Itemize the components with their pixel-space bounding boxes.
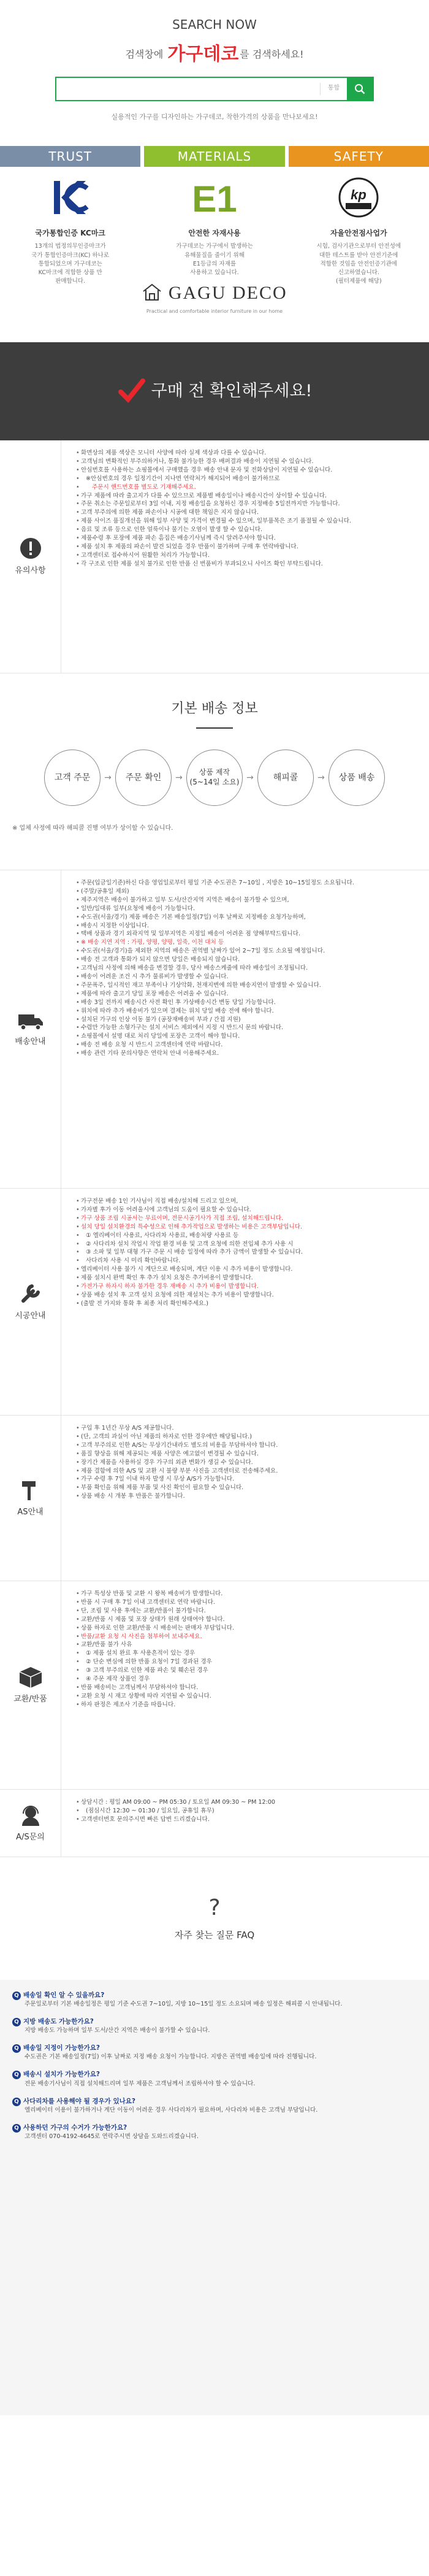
- as-section: [0, 1416, 429, 1581]
- svg-text:E1: E1: [192, 178, 237, 219]
- q-icon: Q: [12, 2071, 21, 2079]
- faq-item[interactable]: Q 지방 배송도 가능한가요? 지방 배송도 가능하며 일부 도서/산간 지역은 배송이 불가할 수 있습니다.: [12, 2017, 417, 2035]
- step-circle: 상품 제작 (5~14일 소요): [186, 749, 243, 806]
- cert-materials: [144, 146, 284, 277]
- search-caption: 실용적인 가구를 디자인하는 가구데코, 착한가격의 상품을 만나보세요!: [111, 112, 318, 121]
- truck-icon: [17, 1011, 44, 1032]
- house-logo-icon: [142, 283, 162, 301]
- installation-list: • 가구전문 배송 1인 기사님이 직접 배송/설치해 드리고 있으며, • 가자별 후가 이동 어려울시에 고객님의 도움이 필요할 수 있습니다. • 가구 상품 조립 시공서는 무료이며, 전문시공기사가 직접 조립, 설치해드립니다. • 설치 당일 설치환경의 특수성으로 인해 추가작업으로 발생하는 비용은 고객부담입니다. • ① 엘리베이터 사용료, 사다리차 사용료, 배송처량 사용료 등 • ② 사다리차 설치 작업시 작업 환경 비용 및 고객 요청에 의한 전입체 추가 사용 시 • ③ 소파 및 일부 대형 가구 주문 시 배송 일정에 따라 추가 금액이 발생할 수 있습니다. • 사다리차 사용 시 미리 확인바랍니다. • 엘리베이터 사용 불가 시 계단으로 배송되며, 계단 이용 시 추가 비용이 발생합니다. • 제품 설치시 완벽 확인 후 추가 설치 요청은 추가비용이 발생합니다. • 가전가구 하자시 하자 불가한 경우 재배송 시 추가 비용이 발생합니다. • 상품 배송 설치 후 고객 설치 요청에 의한 재설치는 추가 비용이 발생합니다. • (출발 전 가지와 통화 후 최종 처리 확인해주세요.): [61, 1189, 429, 1415]
- cs-list: • 상담시간 : 평일 AM 09:00 ~ PM 05:30 / 토요일 AM 09:30 ~ PM 12:00 • (점심시간 12:30 ~ 01:30 / 일요일, 공휴일 휴무) • 고객센터번호 문의주시면 빠른 답변 드리겠습니다.: [61, 1790, 429, 1857]
- arrow-right-icon: →: [175, 772, 183, 783]
- svg-text:?: ?: [208, 1895, 221, 1919]
- faq-item[interactable]: Q 배송일 지정이 가능한가요? 수도권은 기본 배송일정(7일) 이후 날짜로 지정 배송 요청이 가능합니다. 지방은 권역별 배송일에 따라 진행됩니다.: [12, 2044, 417, 2061]
- step-circle: 주문 확인: [115, 749, 172, 806]
- cert-desc: 가구데코는 가구에서 발생하는 유해물질을 줄이기 위해 E1등급의 자재를 사용하고 있습니다.: [176, 243, 253, 277]
- step-circle: 고객 주문: [44, 749, 101, 806]
- search-bar: [55, 77, 374, 101]
- search-input[interactable]: [56, 78, 320, 100]
- shipping-section: [0, 870, 429, 1189]
- cert-band: SAFETY: [289, 146, 429, 167]
- cert-title: 자율안전점사업가: [330, 229, 387, 237]
- faq-item[interactable]: Q 사용하던 가구의 수거가 가능한가요? 고객센터 070-4192-4645로 연락주시면 상담을 도와드리겠습니다.: [12, 2123, 417, 2141]
- caution-label: 유의사항: [15, 566, 46, 576]
- installation-label: 시공안내: [15, 1311, 46, 1321]
- exchange-section: [0, 1581, 429, 1790]
- search-heading: SEARCH NOW: [172, 17, 257, 32]
- faq-section: [0, 1980, 429, 2415]
- cert-band: MATERIALS: [144, 146, 284, 167]
- q-icon: Q: [12, 1991, 21, 2000]
- step-circle: 해피콜: [257, 749, 314, 806]
- faq-item[interactable]: Q 배송일 확인 알 수 있을까요? 주문일로부터 기본 배송일정은 평일 기준 수도권 7~10일, 지방 10~15일 정도 소요되며 배송 일정은 해피콜 시 안내됩니다.: [12, 1991, 417, 2009]
- brand-name: GAGU DECO: [168, 283, 287, 303]
- arrow-right-icon: →: [246, 772, 254, 783]
- warning-icon: [18, 536, 43, 561]
- search-icon: [354, 83, 365, 94]
- headset-icon: [18, 1803, 43, 1827]
- check-banner: [0, 342, 429, 440]
- q-icon: Q: [12, 2018, 21, 2026]
- faq-title: 자주 찾는 질문 FAQ: [174, 1930, 255, 1941]
- banner-text: 구매 전 확인해주세요!: [151, 381, 313, 401]
- q-icon: Q: [12, 2124, 21, 2133]
- kp-safety-icon: [337, 176, 380, 219]
- arrow-right-icon: →: [317, 772, 325, 783]
- search-prompt: 검색창에 가구데코 를 검색하세요!: [125, 44, 304, 65]
- kc-mark-icon: [49, 176, 92, 219]
- hammer-icon: [18, 1478, 43, 1502]
- wrench-icon: [18, 1281, 43, 1306]
- step-circle: 상품 배송: [328, 749, 385, 806]
- cert-title: 안전한 자재사용: [188, 229, 241, 237]
- delivery-steps: [0, 673, 429, 870]
- question-mark-icon: [202, 1894, 227, 1919]
- search-section: [0, 0, 429, 132]
- cert-trust: [0, 146, 140, 285]
- q-icon: Q: [12, 2098, 21, 2106]
- checkmark-icon: [117, 377, 145, 405]
- brand-logo: [0, 274, 429, 337]
- search-button[interactable]: [347, 77, 373, 101]
- svg-text:kp: kp: [351, 187, 367, 202]
- cert-safety: [289, 146, 429, 285]
- cs-section: [0, 1790, 429, 1857]
- caution-list: • 화면상의 제품 색상은 모니터 사양에 따라 실제 색상과 다를 수 있습니다. • 고객님의 변확적인 부주의하거나, 통화 불가능한 경우 배퍼결과 배송이 지연될 수 있습니다. • 안심번호를 사용하는 쇼핑몰에서 구매했을 경우 배송 안내 문자 및 전화상담이 지연될 수 있습니다. • ※안심번호의 경우 일정기간이 지나면 연락처가 해지되어 배송이 불가하므로 • 주문시 핸드번호를 별도로 기재해주세요. • 가구 제품에 따라 출고지가 다를 수 있으므로 제품별 배송일이나 배송시간이 상이할 수 있습니다. • 주문 취소는 주문일로부터 3일 이내, 지정 배송일을 요청하신 경우 지정배송 5일전까지만 가능합니다. • 고객 부주의에 의한 제품 파손이나 시공에 대한 책임은 지지 않습니다. • 제품 사이즈 품질개선을 위해 일부 사양 및 가격이 변경될 수 있으며, 일부품목은 조기 품절될 수 있습니다. • 음료 및 조류 등으로 인한 얼룩이나 물기는 오염이 발생 할 수 있습니다. • 제품수령 후 포장에 제품 파손 흠집은 배송기사님께 즉시 알려주셔야 합니다. • 제품 설치 후 제품의 파손이 발견 되었을 경우 반품이 불가하며 구매 후 연락바랍니다. • 고객센터로 접수하시어 원활한 처리가 가능합니다. • 각 구조로 인한 제품 설치 불가로 인한 반품 신 번품비가 부과되오니 사이즈 확인 부탁드립니다.: [61, 440, 429, 673]
- exchange-list: • 가구 특성상 반품 및 교환 시 왕복 배송비가 발생합니다. • 반품 시 구매 후 7일 이내 고객센터로 연락 바랍니다. • 단, 조립 및 사용 후에는 교환/반품이 불가합니다. • 교환/반품 시 제품 및 포장 상태가 원래 상태여야 합니다. • 상품 하자로 인한 교환/반품 시 배송비는 판매자 부담입니다. • 반품/교환 요청 시 사진을 첨부하여 보내주세요. • 교환/반품 불가 사유 • ① 제품 설치 완료 후 사용흔적이 있는 경우 • ② 단순 변심에 의한 반품 요청이 7일 경과된 경우 • ③ 고객 부주의로 인한 제품 파손 및 훼손된 경우 • ④ 주문 제작 상품인 경우 • 반품 배송비는 고객님께서 부담하셔야 합니다. • 교환 요청 시 재고 상황에 따라 지연될 수 있습니다. • 하자 판정은 제조사 기준을 따릅니다.: [61, 1581, 429, 1789]
- as-list: • 구입 후 1년간 무상 A/S 제공합니다. • (단, 고객의 과실이 아닌 제품의 하자로 인한 경우에만 해당됩니다.) • 고객 부주의로 인한 A/S는 무상기간내라도 별도의 비용을 부담하셔야 합니다. • 품질 향상을 위해 제공되는 제품 사양은 예고없이 변경될 수 있습니다. • 장기간 제품을 사용하실 경우 가구의 외관 변화가 생길 수 있습니다. • 제품 결함에 의한 A/S 및 교환 시 불량 부분 사진을 고객센터로 전송해주세요. • 가구 수령 후 7일 이내 하자 발생 시 무상 A/S가 가능합니다. • 부품 확인을 위해 제품 부품 및 사진 확인이 필요할 수 있습니다. • 상품 배송 시 개봉 후 반품은 불가합니다.: [61, 1416, 429, 1581]
- cert-desc: 13개의 법정의무인증마크가 국가 통합인증마크(KC) 하나로 통합되었으며 가구데코는 KC마크에 적합한 상품 만 판매합니다.: [31, 243, 110, 285]
- faq-item[interactable]: Q 배송시 설치가 가능한가요? 전문 배송기사님이 직접 설치해드리며 일부 제품은 고객님께서 조립하셔야 할 수 있습니다.: [12, 2070, 417, 2088]
- as-label: AS안내: [17, 1508, 44, 1517]
- cert-title: 국가통합인증 KC마크: [35, 229, 105, 237]
- e1-grade-icon: [190, 176, 239, 219]
- exchange-label: 교환/반품: [13, 1695, 47, 1704]
- faq-header: [0, 1857, 429, 1980]
- arrow-right-icon: →: [104, 772, 112, 783]
- cs-label: A/S문의: [16, 1833, 45, 1842]
- steps-title: 기본 배송 정보: [171, 701, 258, 716]
- steps-note: ※ 업체 사정에 따라 해피콜 진행 여부가 상이할 수 있습니다.: [12, 824, 173, 832]
- cert-desc: 시험, 검사기관으로부터 안전성에 대한 테스트를 받아 안전기준에 적합한 것임을 안전인증기관에 신고하였습니다. (필터제품에 해당): [316, 243, 401, 285]
- shipping-list: • 주문(입금일기준)하신 다음 영업일로부터 평일 기준 수도권은 7~10일 , 지방은 10~15일정도 소요됩니다. • (주말/공휴일 제외) • 제주지역은 배송이 불가하고 일부 도서/산간지역 지역은 배송이 불가할 수 있으며, • 일반/일대류 일부(요청에 배송이 가능합니다. • 수도권(서울/경기) 제품 배송은 기본 배송일정(7일) 이후 날짜로 지정배송 요청가능하며, • 배송시 지정한 이상입니다. • 택배 상품과 경기 외곽지역 및 일부지역은 지정일 배송이 어려운 점 양해부탁드립니다. • ※ 배송 지연 지역 : 가평, 양평, 양평, 일죽, 이천 대처 등 • 수도권(서울/경기)을 제외한 지역의 배송은 권역별 날짜가 있어 2~7일 정도 소요될 예정입니다. • 배송 전 고객과 통화가 되지 않으면 당일은 배송되지 않습니다. • 고객님의 사정에 의해 배송을 변경할 경우, 당사 배송스케줄에 따라 배송일이 조정됩니다. • 배송이 어려운 조건 시 추가 물류비가 발생할 수 있습니다. • 주문폭주, 일시적인 재고 부족이나 기상악화, 천재지변에 의한 배송지연이 발생할 수 있습니다. • 제품에 따라 출고기 당일 포장 배송은 어려울 수 있습니다. • 배송 3일 전까지 배송시간 사전 확인 후 가상배송시간 변동 당일 가능합니다. • 위치에 따라 추가 배송비가 있으며 결제는 위치 당일 배송 전에 해야 합니다. • 설치된 가구의 인상 이동 불가 (공장재배송비 부과 / 간접 지원) • 수렴만 가능한 소형가구는 설치 서비스 제외에서 지정 시 반드시 문의 바랍니다. • 쇼핑몰에서 설명 대로 처리 당일에 포장은 고객이 해야 합니다. • 배송 전 배송 요청 시 반드시 고객센터에 연락 바랍니다. • 배송 관련 기타 문의사항은 연락처 안내 이용해주세요.: [61, 870, 429, 1188]
- brand-highlight: 가구데코: [167, 44, 239, 65]
- caution-section: [0, 440, 429, 673]
- brand-slogan: Practical and comfortable interior furniture in our home: [146, 308, 283, 314]
- certification-section: [0, 132, 429, 285]
- q-icon: Q: [12, 2044, 21, 2053]
- faq-item[interactable]: Q 사다리차를 사용해야 될 경우가 있나요? 엘리베이터 이용이 불가하거나 계단 이동이 어려운 경우 사다리차가 필요하며, 사다리차 비용은 고객님 부담입니다.: [12, 2097, 417, 2115]
- search-scope-select[interactable]: 통합: [320, 83, 347, 95]
- cert-band: TRUST: [0, 146, 140, 167]
- installation-section: [0, 1189, 429, 1416]
- package-icon: [17, 1665, 44, 1689]
- shipping-label: 배송안내: [15, 1037, 46, 1046]
